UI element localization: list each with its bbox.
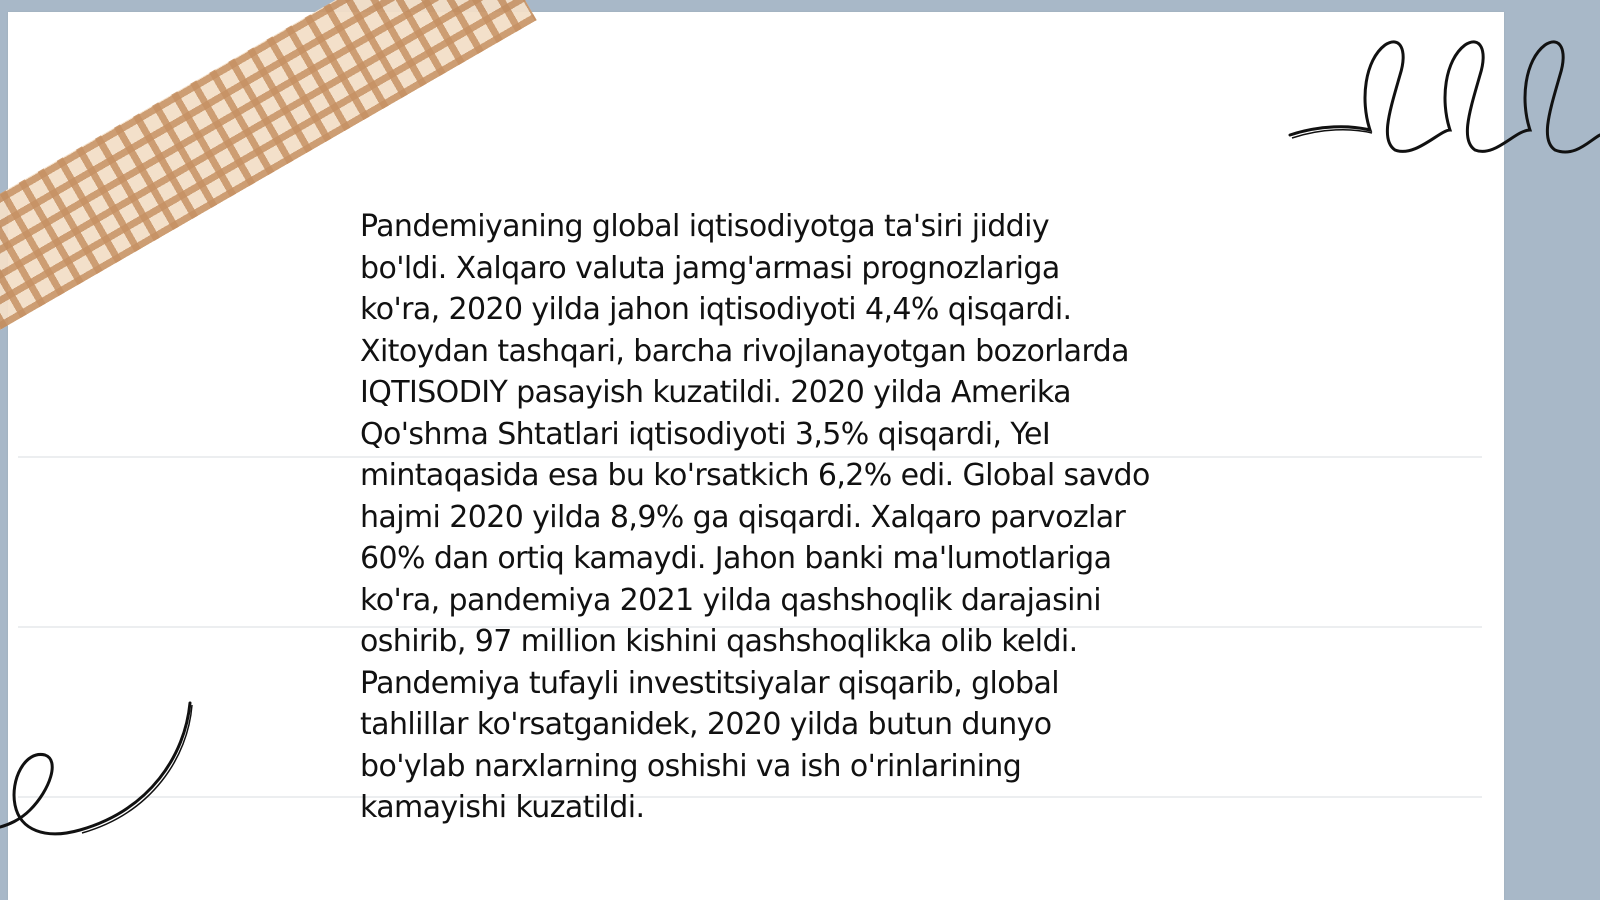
swirl-scribble-icon xyxy=(0,695,200,845)
loop-scribble-icon xyxy=(1290,30,1600,170)
body-paragraph: Pandemiyaning global iqtisodiyotga ta'siri jiddiy bo'ldi. Xalqaro valuta jamg'armasi prognozlariga ko'ra, 2020 yilda jahon iqtisodiyoti 4,4% qisqardi. Xitoydan tashqari, barcha rivojlanayotgan bozorlarda IQTISODIY pasayish kuzatildi. 2020 yilda Amerika Qo'shma Shtatlari iqtisodiyoti 3,5% qisqardi, YeI mintaqasida esa bu ko'rsatkich 6,2% edi. Global savdo hajmi 2020 yilda 8,9% ga qisqardi. Xalqaro parvozlar 60% dan ortiq kamaydi. Jahon banki ma'lumotlariga ko'ra, pandemiya 2021 yilda qashshoqlik darajasini oshirib, 97 million kishini qashshoqlikka olib keldi. Pandemiya tufayli investitsiyalar qisqarib, global tahlillar ko'rsatganidek, 2020 yilda butun dunyo bo'ylab narxlarning oshishi va ish o'rinlarining kamayishi kuzatildi. xyxy=(360,209,1150,825)
